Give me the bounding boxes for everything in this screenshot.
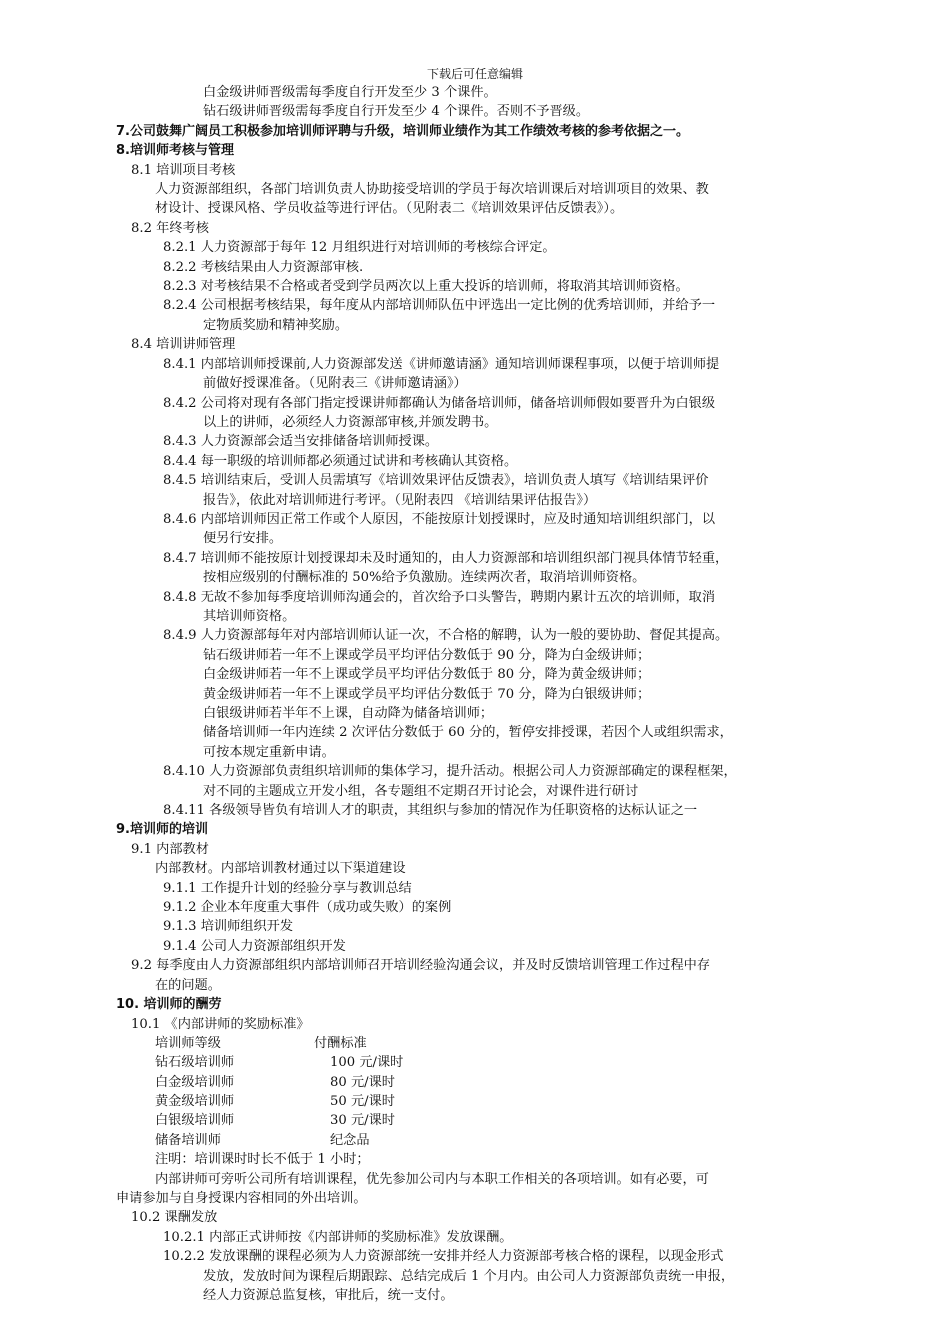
- body-line: 便另行安排。: [203, 531, 283, 547]
- body-line: 对不同的主题成立开发小组，各专题组不定期召开讨论会，对课件进行研讨: [203, 783, 639, 799]
- tail-line: 发放，发放时间为课程后期跟踪、总结完成后 1 个月内。由公司人力资源部负责统一申报，: [203, 1268, 735, 1284]
- body-line: 8.4 培训讲师管理: [131, 337, 236, 353]
- body-line: 可按本规定重新申请。: [203, 744, 335, 760]
- body-line: 人力资源部组织，各部门培训负责人协助接受培训的学员于每次培训课后对培训项目的效果、教: [155, 182, 709, 198]
- body-line: 白银级讲师若半年不上课，自动降为储备培训师；: [203, 706, 494, 721]
- reward-level: 白银级培训师: [155, 1113, 235, 1129]
- body-line: 以上的讲师，必须经人力资源部审核,并颁发聘书。: [203, 414, 498, 430]
- body-line: 报告》，依此对培训师进行考评。（见附表四 《培训结果评估报告》）: [203, 492, 597, 508]
- body-line: 10. 培训师的酬劳: [116, 997, 222, 1013]
- body-line: 8.2.3 对考核结果不合格或者受到学员两次以上重大投诉的培训师，将取消其培训师资格。: [163, 279, 689, 295]
- body-line: 其培训师资格。: [203, 608, 296, 624]
- reward-level: 白金级培训师: [155, 1074, 235, 1090]
- tail-line: 经人力资源总监复核，审批后，统一支付。: [203, 1288, 454, 1304]
- body-line: 储备培训师一年内连续 2 次评估分数低于 60 分的，暂停安排授课，若因个人或组织需求，: [203, 725, 733, 741]
- document-body: [0, 83, 950, 1306]
- body-line: 9.1.3 培训师组织开发: [163, 919, 294, 935]
- body-line: 9.1.2 企业本年度重大事件（成功或失败）的案例: [163, 900, 452, 916]
- reward-level: 黄金级培训师: [155, 1094, 235, 1110]
- tail-line: 10.2.1 内部正式讲师按《内部讲师的奖励标准》发放课酬。: [163, 1229, 513, 1245]
- tail-line: 内部讲师可旁听公司所有培训课程，优先参加公司内与本职工作相关的各项培训。如有必要，可: [155, 1171, 709, 1187]
- body-line: 9.1.1 工作提升计划的经验分享与教训总结: [163, 880, 412, 896]
- reward-amount: 100 元/课时: [330, 1055, 404, 1071]
- body-line: 8.2.4 公司根据考核结果，每年度从内部培训师队伍中评选出一定比例的优秀培训师，并给予一: [163, 298, 716, 314]
- body-line: 8.2 年终考核: [131, 220, 209, 236]
- body-line: 白金级讲师若一年不上课或学员平均评估分数低于 80 分，降为黄金级讲师；: [203, 667, 651, 683]
- reward-level: 培训师等级: [155, 1035, 221, 1051]
- body-line: 8.4.7 培训师不能按原计划授课却未及时通知的，由人力资源部和培训组织部门视具体情节轻重，: [163, 550, 729, 566]
- body-line: 钻石级讲师晋级需每季度自行开发至少 4 个课件。否则不予晋级。: [203, 104, 590, 120]
- body-line: 8.4.9 人力资源部每年对内部培训师认证一次，不合格的解聘，认为一般的要协助、督促其提高。: [163, 628, 729, 644]
- body-line: 8.培训师考核与管理: [116, 143, 234, 159]
- body-line: 9.培训师的培训: [116, 822, 208, 838]
- body-line: 9.1 内部教材: [131, 841, 209, 857]
- body-line: 9.2 每季度由人力资源部组织内部培训师召开培训经验沟通会议，并及时反馈培训管理工作过程中存: [131, 958, 711, 974]
- body-line: 8.4.3 人力资源部会适当安排储备培训师授课。: [163, 434, 439, 450]
- body-line: 8.4.11 各级领导皆负有培训人才的职责，其组织与参加的情况作为任职资格的达标认证之一: [163, 803, 698, 819]
- body-line: 内部教材。内部培训教材通过以下渠道建设: [155, 861, 406, 877]
- body-line: 8.1 培训项目考核: [131, 162, 236, 178]
- body-line: 8.4.8 无故不参加每季度培训师沟通会的，首次给予口头警告，聘期内累计五次的培训师，取消: [163, 589, 716, 605]
- body-line: 8.4.5 培训结束后，受训人员需填写《培训效果评估反馈表》，培训负责人填写《培训结果评价: [163, 473, 709, 489]
- body-line: 7.公司鼓舞广阔员工积极参加培训师评聘与升级，培训师业绩作为其工作绩效考核的参考依据之一。: [116, 123, 689, 139]
- body-line: 8.4.4 每一职级的培训师都必须通过试讲和考核确认其资格。: [163, 453, 518, 469]
- body-line: 白金级讲师晋级需每季度自行开发至少 3 个课件。: [203, 85, 497, 100]
- body-line: 黄金级讲师若一年不上课或学员平均评估分数低于 70 分，降为白银级讲师；: [203, 686, 651, 702]
- reward-table-row: [0, 1053, 950, 1072]
- body-line: 8.4.6 内部培训师因正常工作或个人原因，不能按原计划授课时，应及时通知培训组织部门，以: [163, 511, 716, 527]
- body-line: 在的问题。: [155, 977, 221, 993]
- reward-table-row: [0, 1111, 950, 1130]
- body-line: 8.4.2 公司将对现有各部门指定授课讲师都确认为储备培训师，储备培训师假如要晋升为白银级: [163, 395, 716, 411]
- reward-amount: 50 元/课时: [330, 1094, 395, 1110]
- page-header: 下载后可任意编辑: [426, 67, 523, 81]
- body-line: 10.1 《内部讲师的奖励标准》: [131, 1016, 310, 1032]
- body-line: 9.1.4 公司人力资源部组织开发: [163, 938, 346, 954]
- body-line: 8.4.10 人力资源部负责组织培训师的集体学习，提升活动。根据公司人力资源部确定的课程框架，: [163, 764, 737, 780]
- reward-amount: 付酬标准: [314, 1035, 367, 1051]
- reward-level: 钻石级培训师: [155, 1055, 235, 1071]
- reward-table-row: [0, 1131, 950, 1150]
- reward-table-row: [0, 1073, 950, 1092]
- body-line: 8.4.1 内部培训师授课前,人力资源部发送《讲师邀请涵》通知培训师课程事项，以便于培训师提: [163, 356, 720, 372]
- body-line: 8.2.1 人力资源部于每年 12 月组织进行对培训师的考核综合评定。: [163, 240, 556, 256]
- tail-line: 注明：培训课时时长不低于 1 小时；: [155, 1152, 370, 1168]
- body-line: 按相应级别的付酬标准的 50%给予负激励。连续两次者，取消培训师资格。: [203, 570, 646, 586]
- reward-amount: 80 元/课时: [330, 1074, 395, 1090]
- body-line: 钻石级讲师若一年不上课或学员平均评估分数低于 90 分，降为白金级讲师；: [203, 647, 651, 663]
- body-line: 材设计、授课风格、学员收益等进行评估。（见附表二《培训效果评估反馈表》）。: [155, 201, 624, 217]
- reward-level: 储备培训师: [155, 1132, 221, 1148]
- body-line: 前做好授课准备。（见附表三《讲师邀请涵》）: [203, 376, 467, 392]
- tail-line: 申请参加与自身授课内容相同的外出培训。: [116, 1191, 367, 1207]
- reward-table-header: [0, 1034, 950, 1053]
- reward-amount: 纪念品: [330, 1132, 370, 1148]
- body-line: 8.2.2 考核结果由人力资源部审核.: [163, 259, 364, 275]
- reward-amount: 30 元/课时: [330, 1113, 395, 1129]
- reward-table-row: [0, 1092, 950, 1111]
- tail-line: 10.2 课酬发放: [131, 1210, 218, 1226]
- tail-line: 10.2.2 发放课酬的课程必须为人力资源部统一安排并经人力资源部考核合格的课程，以现金形式: [163, 1249, 724, 1265]
- body-line: 定物质奖励和精神奖励。: [203, 317, 349, 333]
